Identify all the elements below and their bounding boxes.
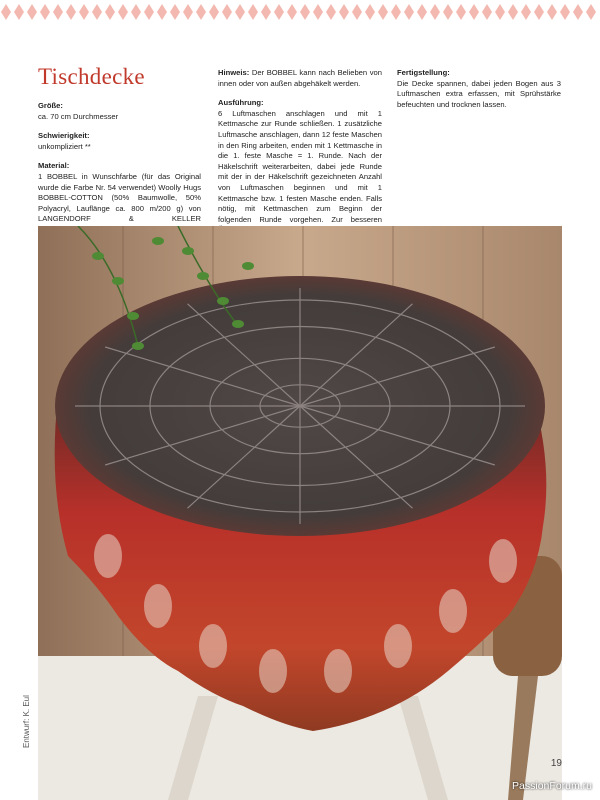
border-diamond — [534, 4, 544, 20]
size-text: ca. 70 cm Durchmesser — [38, 111, 119, 121]
material-heading: Material: — [38, 161, 70, 171]
execution-text: 6 Luftmaschen anschlagen und mit 1 Kettmasche zur Runde schließen. 1 zusätzliche Luftmasche anschlagen, dann 12 feste Maschen in den Ring arbeiten, enden mit 1 Kettmasche in die 1. feste Masche = 1. Runde. Nach der Häkelschrift weiterarbeiten, dabei jede Runde mit der in der Häkelschrift gezeichneten Anzahl von Luftmaschen beginnen und mit 1 Kettmasche bzw. 1 festen Masche enden. Falls nötig, mit Kettmaschen zum Beginn der folgenden Runde vorgehen. Zur besseren — [218, 108, 382, 224]
border-diamond — [66, 4, 76, 20]
border-diamond — [157, 4, 167, 20]
border-diamond — [27, 4, 37, 20]
finishing-section — [397, 68, 561, 110]
border-diamond — [573, 4, 583, 20]
border-diamond — [326, 4, 336, 20]
hint-text: Der BOBBEL kann nach Belieben von innen oder von außen abgehäkelt werden. — [218, 68, 382, 88]
finishing-heading: Fertigstellung: — [397, 68, 450, 77]
border-diamond — [430, 4, 440, 20]
border-diamond — [495, 4, 505, 20]
material-text-part1: 1 BOBBEL in Wunschfarbe (für das Original wurde die Farbe Nr. 54 verwendet) Woolly Hugs BOBBEL-COTTON (50% Baumwolle, 50% Polyacryl, Lauflänge ca. 800 m/200 g) von LANGENDORF & KELLER — [38, 171, 201, 224]
border-diamond — [508, 4, 518, 20]
border-diamond — [456, 4, 466, 20]
size-section — [38, 101, 201, 122]
border-diamond — [469, 4, 479, 20]
border-diamond — [131, 4, 141, 20]
border-diamond — [482, 4, 492, 20]
border-diamond — [209, 4, 219, 20]
border-diamond-pattern — [1, 4, 596, 20]
decorative-top-border — [0, 0, 600, 30]
page-number: 19 — [550, 758, 562, 769]
border-diamond — [1, 4, 11, 20]
border-diamond — [586, 4, 596, 20]
execution-heading: Ausführung: — [218, 98, 264, 108]
border-diamond — [274, 4, 284, 20]
border-diamond — [339, 4, 349, 20]
page-title: Tischdecke — [38, 64, 145, 89]
border-diamond — [105, 4, 115, 20]
border-diamond — [248, 4, 258, 20]
border-diamond — [183, 4, 193, 20]
border-diamond — [170, 4, 180, 20]
border-diamond — [391, 4, 401, 20]
border-diamond — [547, 4, 557, 20]
border-diamond — [443, 4, 453, 20]
border-diamond — [261, 4, 271, 20]
border-diamond — [352, 4, 362, 20]
watermark: PassionForum.ru — [512, 780, 592, 792]
border-diamond — [235, 4, 245, 20]
designer-credit: Entwurf: K. Eul — [22, 695, 31, 748]
border-diamond — [560, 4, 570, 20]
border-diamond — [92, 4, 102, 20]
border-diamond — [14, 4, 24, 20]
size-heading: Größe: — [38, 101, 63, 110]
border-diamond — [378, 4, 388, 20]
border-diamond — [300, 4, 310, 20]
border-diamond — [53, 4, 63, 20]
border-diamond — [313, 4, 323, 20]
border-diamond — [196, 4, 206, 20]
hint-section — [218, 68, 382, 89]
border-diamond — [118, 4, 128, 20]
border-diamond — [222, 4, 232, 20]
text-column-3 — [397, 68, 561, 119]
border-diamond — [287, 4, 297, 20]
border-diamond — [417, 4, 427, 20]
finishing-text: Die Decke spannen, dabei jeden Bogen aus 3 Luftmaschen extra erfassen, mit Sprühstärke befeuchten und trocknen lassen. — [397, 78, 561, 109]
hint-heading: Hinweis: — [218, 68, 250, 77]
border-diamond — [144, 4, 154, 20]
difficulty-text: unkompliziert ** — [38, 141, 91, 151]
border-diamond — [404, 4, 414, 20]
tablecloth-photo — [38, 226, 562, 800]
border-diamond — [40, 4, 50, 20]
border-diamond — [79, 4, 89, 20]
border-diamond — [365, 4, 375, 20]
border-diamond — [521, 4, 531, 20]
difficulty-heading: Schwierigkeit: — [38, 131, 90, 141]
difficulty-section — [38, 131, 201, 152]
